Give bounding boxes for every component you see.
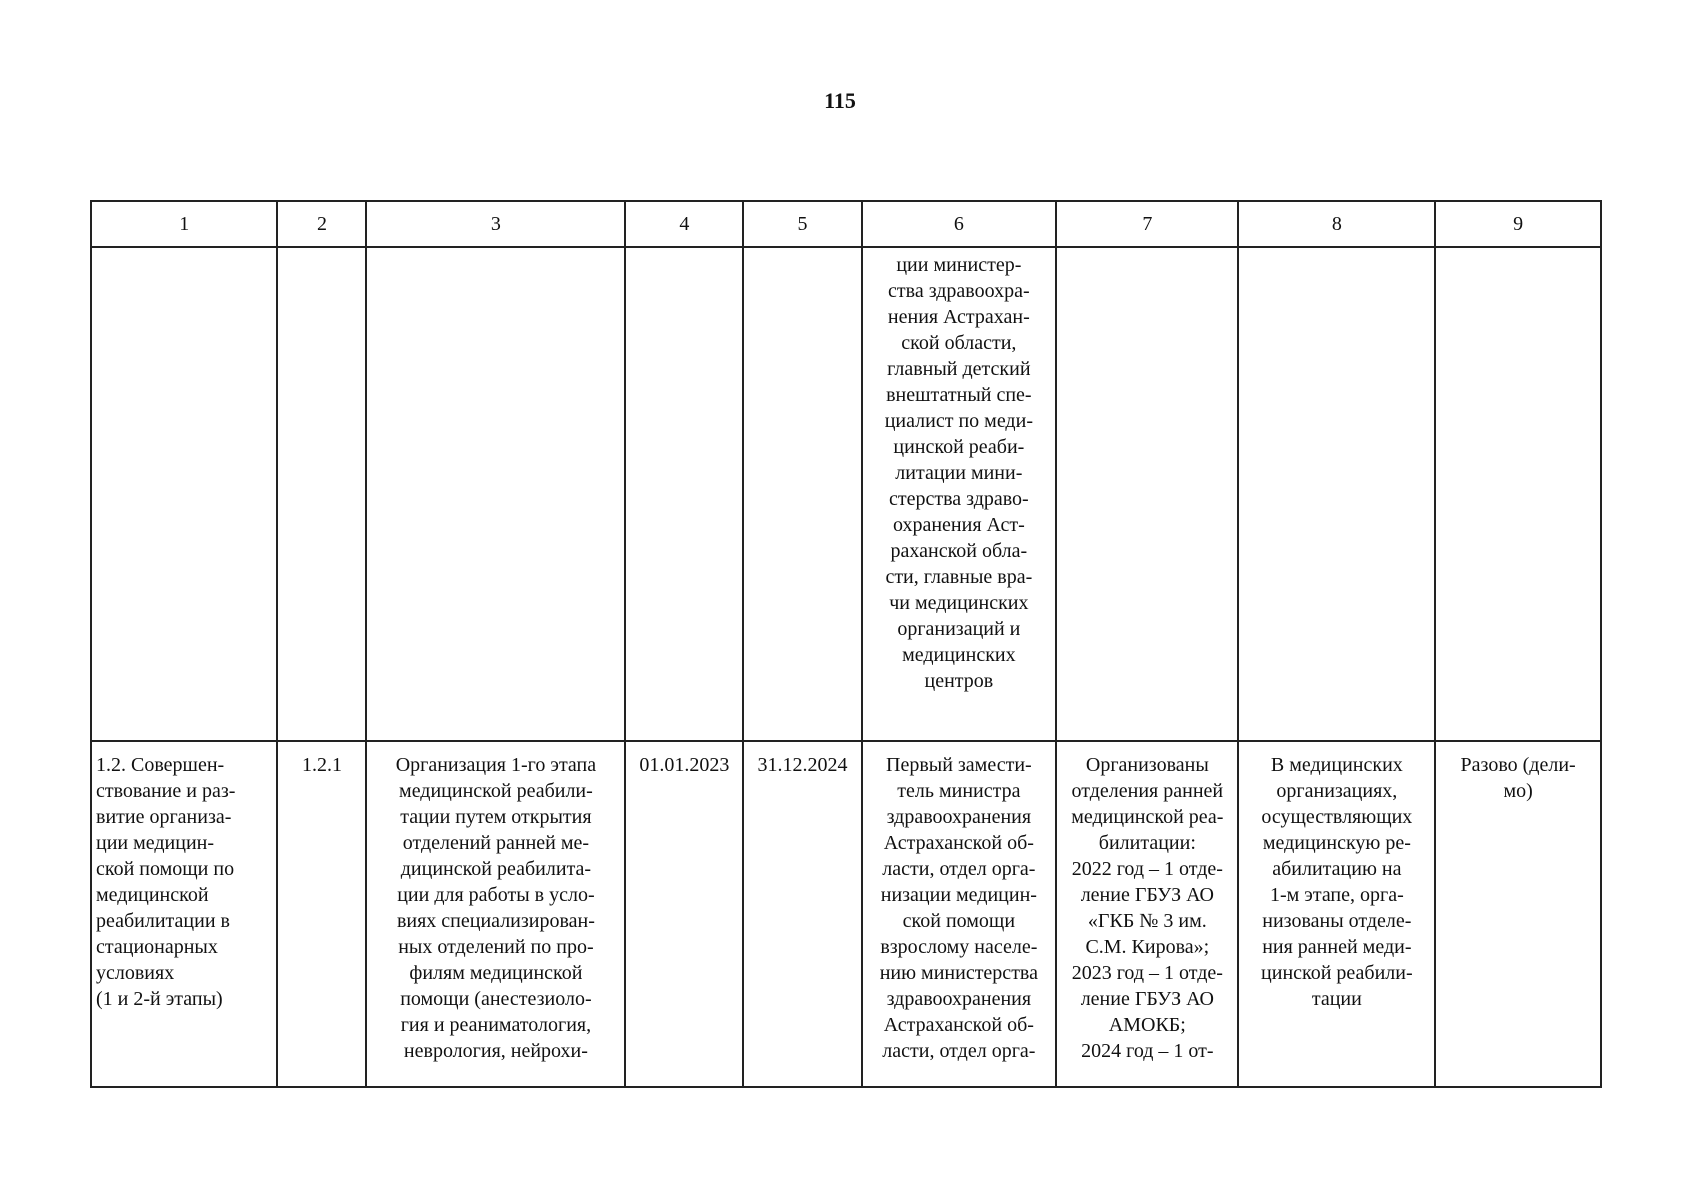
table-cell [1238, 741, 1435, 1087]
page-number: 115 [824, 88, 856, 113]
column-header-4: 4 [625, 201, 743, 247]
frequency-text: Разово (дели- мо) [1460, 754, 1576, 802]
column-header-6: 6 [862, 201, 1057, 247]
column-header-1: 1 [91, 201, 277, 247]
column-header-5: 5 [743, 201, 861, 247]
column-header-8: 8 [1238, 201, 1435, 247]
column-header-2: 2 [277, 201, 366, 247]
responsible-text: Первый замести- тель министра здравоохранения Астраханской об- ласти, отдел орга- низации медицин- ской помощи взрослому населе- нию министерства здравоохранения Астраханской об- ласти, отдел орга- [879, 754, 1038, 1062]
column-header-9: 9 [1435, 201, 1601, 247]
table-cell [91, 247, 277, 741]
plan-table [90, 200, 1602, 1088]
table-cell [1238, 247, 1435, 741]
end-date-text: 31.12.2024 [757, 754, 848, 776]
table-cell [366, 741, 625, 1087]
table-cell [862, 247, 1057, 741]
table-cell [91, 741, 277, 1087]
indicator-text: В медицинских организациях, осуществляющих медицинскую ре- абилитацию на 1-м этапе, орга- низованы отделе- ния ранней меди- цинской реабили- тации [1261, 754, 1413, 1010]
table-row-continuation [91, 247, 1601, 741]
responsible-continuation-text: ции министер- ства здравоохра- нения Астрахан- ской области, главный детский внештатный спе- циалист по меди- цинской реаби- литации мини- стерства здраво- охранения Аст- раханской обла- сти, главные вра- чи медицинских организаций и медицинских центров [884, 254, 1033, 692]
activity-description-text: Организация 1-го этапа медицинской реабили- тации путем открытия отделений ранней ме- дицинской реабилита- ции для работы в усло- виях специализирован- ных отделений по про- филям медицинской помощи (анестезиоло- гия и реаниматология, неврология, нейрохи- [395, 754, 597, 1062]
table-cell [277, 741, 366, 1087]
table-cell [743, 741, 861, 1087]
item-number-text: 1.2.1 [301, 754, 342, 776]
result-text: Организованы отделения ранней медицинской реа- билитации: 2022 год – 1 отде- ление ГБУЗ АО «ГКБ № 3 им. С.М. Кирова»; 2023 год – 1 отде- ление ГБУЗ АО АМОКБ; 2024 год – 1 от- [1071, 754, 1224, 1062]
section-title-text: 1.2. Совершен- ствование и раз- витие организа- ции медицин- ской помощи по медицинской реабилитации в стационарных условиях (1 и 2-й этапы) [96, 754, 236, 1010]
table-cell [1435, 247, 1601, 741]
column-header-3: 3 [366, 201, 625, 247]
table-cell [862, 741, 1057, 1087]
table-cell [1435, 741, 1601, 1087]
table-cell [1056, 247, 1238, 741]
start-date-text: 01.01.2023 [639, 754, 730, 776]
table-cell [1056, 741, 1238, 1087]
column-header-7: 7 [1056, 201, 1238, 247]
header-row [91, 201, 1601, 247]
table-cell [625, 741, 743, 1087]
table-cell [366, 247, 625, 741]
table-cell [625, 247, 743, 741]
table-row-1-2-1 [91, 741, 1601, 1087]
table-cell [743, 247, 861, 741]
table-cell [277, 247, 366, 741]
